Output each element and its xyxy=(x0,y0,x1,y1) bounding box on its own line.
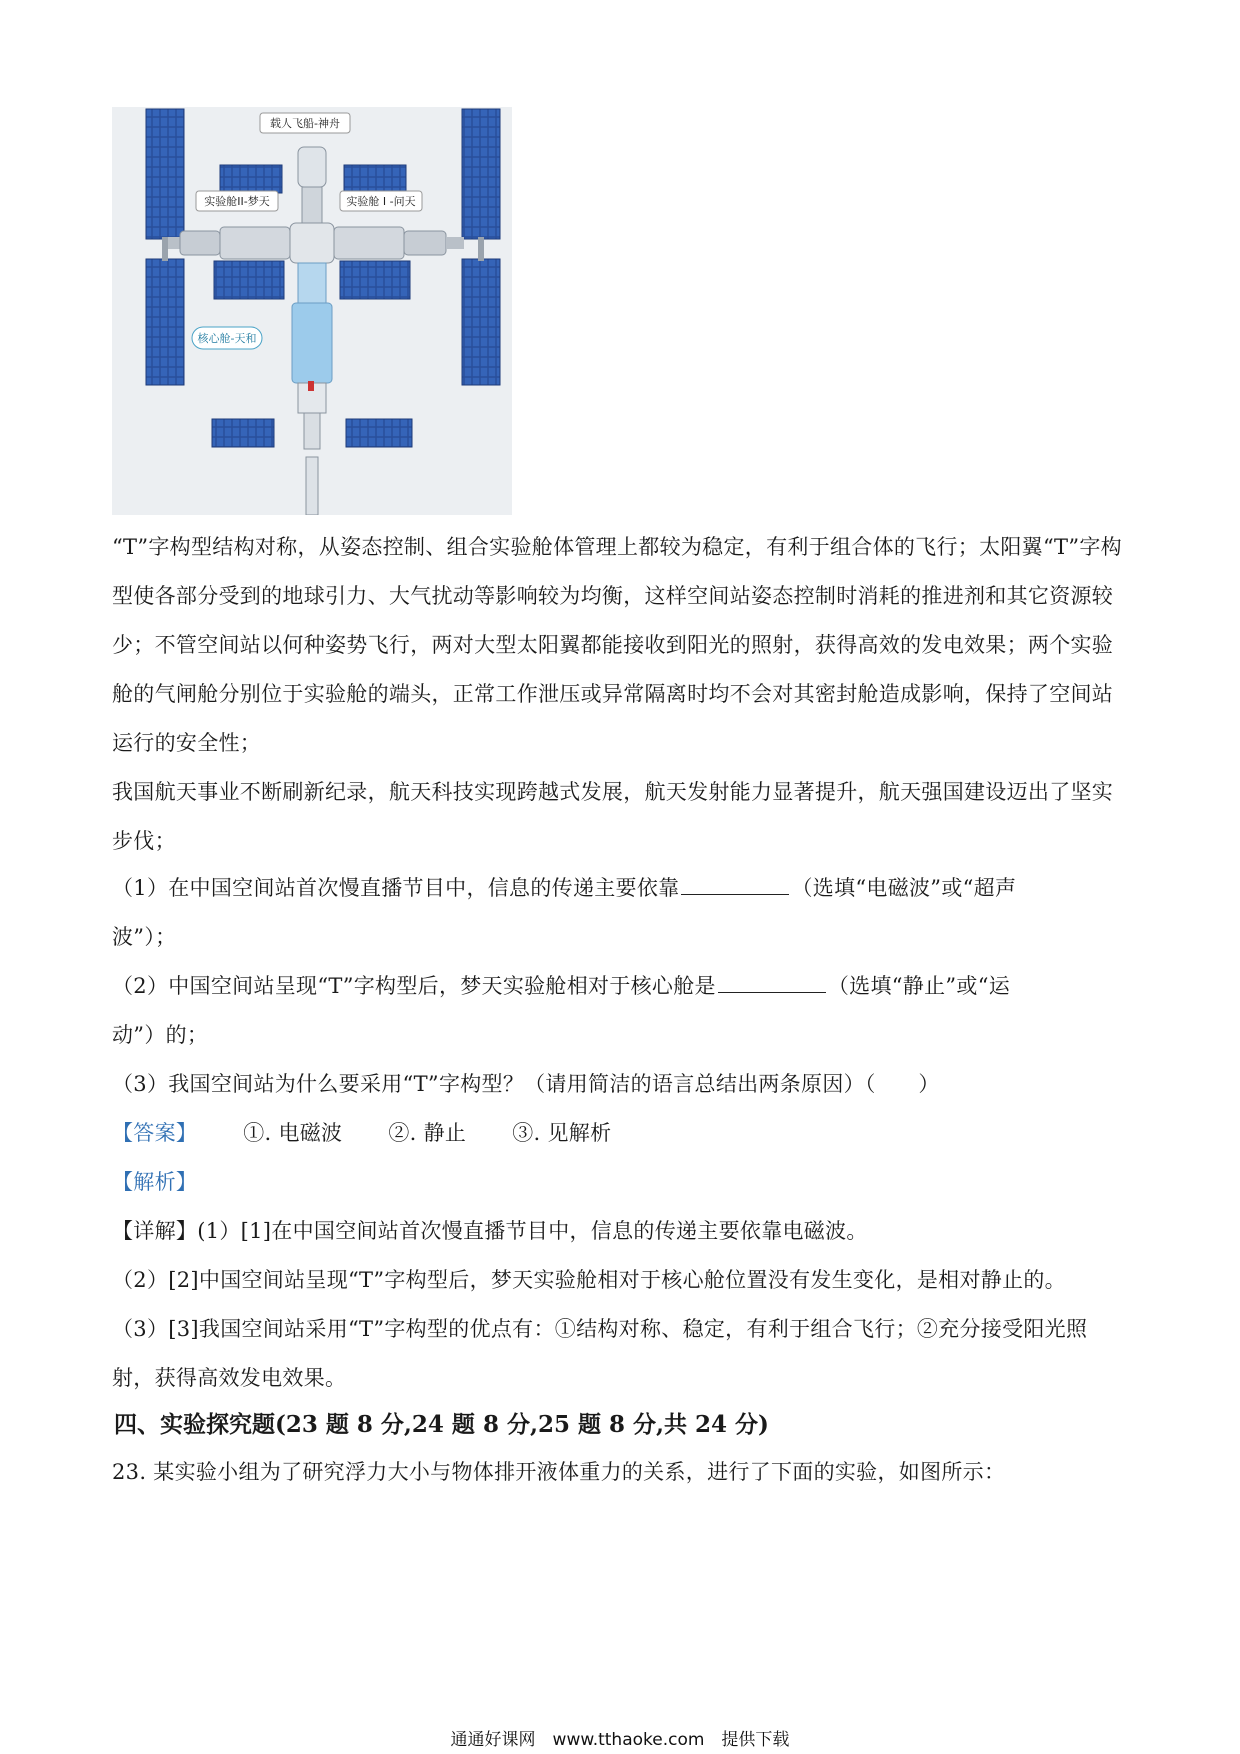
detail-3a: （3）[3]我国空间站采用“T”字构型的优点有：①结构对称、稳定，有利于组合飞行；②充分接受阳光照 xyxy=(112,1317,1088,1341)
question-1-line-1 xyxy=(112,872,1016,902)
label-tianhe: 核心舱-天和 xyxy=(197,332,257,345)
question-23: 23. 某实验小组为了研究浮力大小与物体排开液体重力的关系，进行了下面的实验，如图所示： xyxy=(112,1460,1006,1484)
answer-blank-2 xyxy=(718,974,826,993)
question-2-options: （选填“静止”或“运 xyxy=(827,974,1011,998)
section-heading: 四、实验探究题(23 题 8 分,24 题 8 分,25 题 8 分,共 24 分) xyxy=(114,1411,769,1438)
label-wentian: 实验舱 I -问天 xyxy=(346,195,416,208)
answer-label: 【答案】 xyxy=(112,1121,198,1145)
analysis-label: 【解析】 xyxy=(112,1170,198,1194)
intro-paragraph: “T”字构型结构对称，从姿态控制、组合实验舱体管理上都较为稳定，有利于组合体的飞行；太阳翼“T”字构型使各部分受到的地球引力、大气扰动等影响较为均衡，这样空间站姿态控制时消耗的推进剂和其它资源较少；不管空间站以何种姿势飞行，两对大型太阳翼都能接收到阳光的照射，获得高效的发电效果；两个实验舱的气闸舱分别位于实验舱的端头，正常工作泄压或异常隔离时均不会对其密封舱造成影响，保持了空间站运行的安全性； xyxy=(112,535,1122,755)
second-paragraph: 我国航天事业不断刷新纪录，航天科技实现跨越式发展，航天发射能力显著提升，航天强国建设迈出了坚实步伐； xyxy=(112,780,1114,853)
label-mengtian: 实验舱II-梦天 xyxy=(204,195,270,208)
question-1-text: （1）在中国空间站首次慢直播节目中，信息的传递主要依靠 xyxy=(112,876,680,900)
answer-blank-1 xyxy=(681,876,789,895)
label-shenzhou: 载人飞船-神舟 xyxy=(270,117,340,130)
question-1-line-2: 波”）； xyxy=(112,925,177,949)
answer-3: ③. 见解析 xyxy=(512,1121,612,1145)
answer-2: ②. 静止 xyxy=(388,1121,467,1145)
page-footer: 通通好课网 www.tthaoke.com 提供下载 xyxy=(450,1730,790,1750)
answer-1: ①. 电磁波 xyxy=(243,1121,343,1145)
detail-3b: 射，获得高效发电效果。 xyxy=(112,1366,347,1390)
answer-line xyxy=(112,1117,611,1147)
detail-2: （2）[2]中国空间站呈现“T”字构型后，梦天实验舱相对于核心舱位置没有发生变化，是相对静止的。 xyxy=(112,1268,1066,1292)
space-station-figure xyxy=(112,107,512,515)
question-1-options: （选填“电磁波”或“超声 xyxy=(791,876,1017,900)
space-station-diagram xyxy=(112,107,512,515)
question-2-line-2: 动”）的； xyxy=(112,1023,209,1047)
question-2-text: （2）中国空间站呈现“T”字构型后，梦天实验舱相对于核心舱是 xyxy=(112,974,716,998)
question-3: （3）我国空间站为什么要采用“T”字构型？（请用简洁的语言总结出两条原因）（ ） xyxy=(112,1072,940,1096)
detail-1: 【详解】(1）[1]在中国空间站首次慢直播节目中，信息的传递主要依靠电磁波。 xyxy=(112,1219,868,1243)
question-2-line-1 xyxy=(112,970,1010,1000)
